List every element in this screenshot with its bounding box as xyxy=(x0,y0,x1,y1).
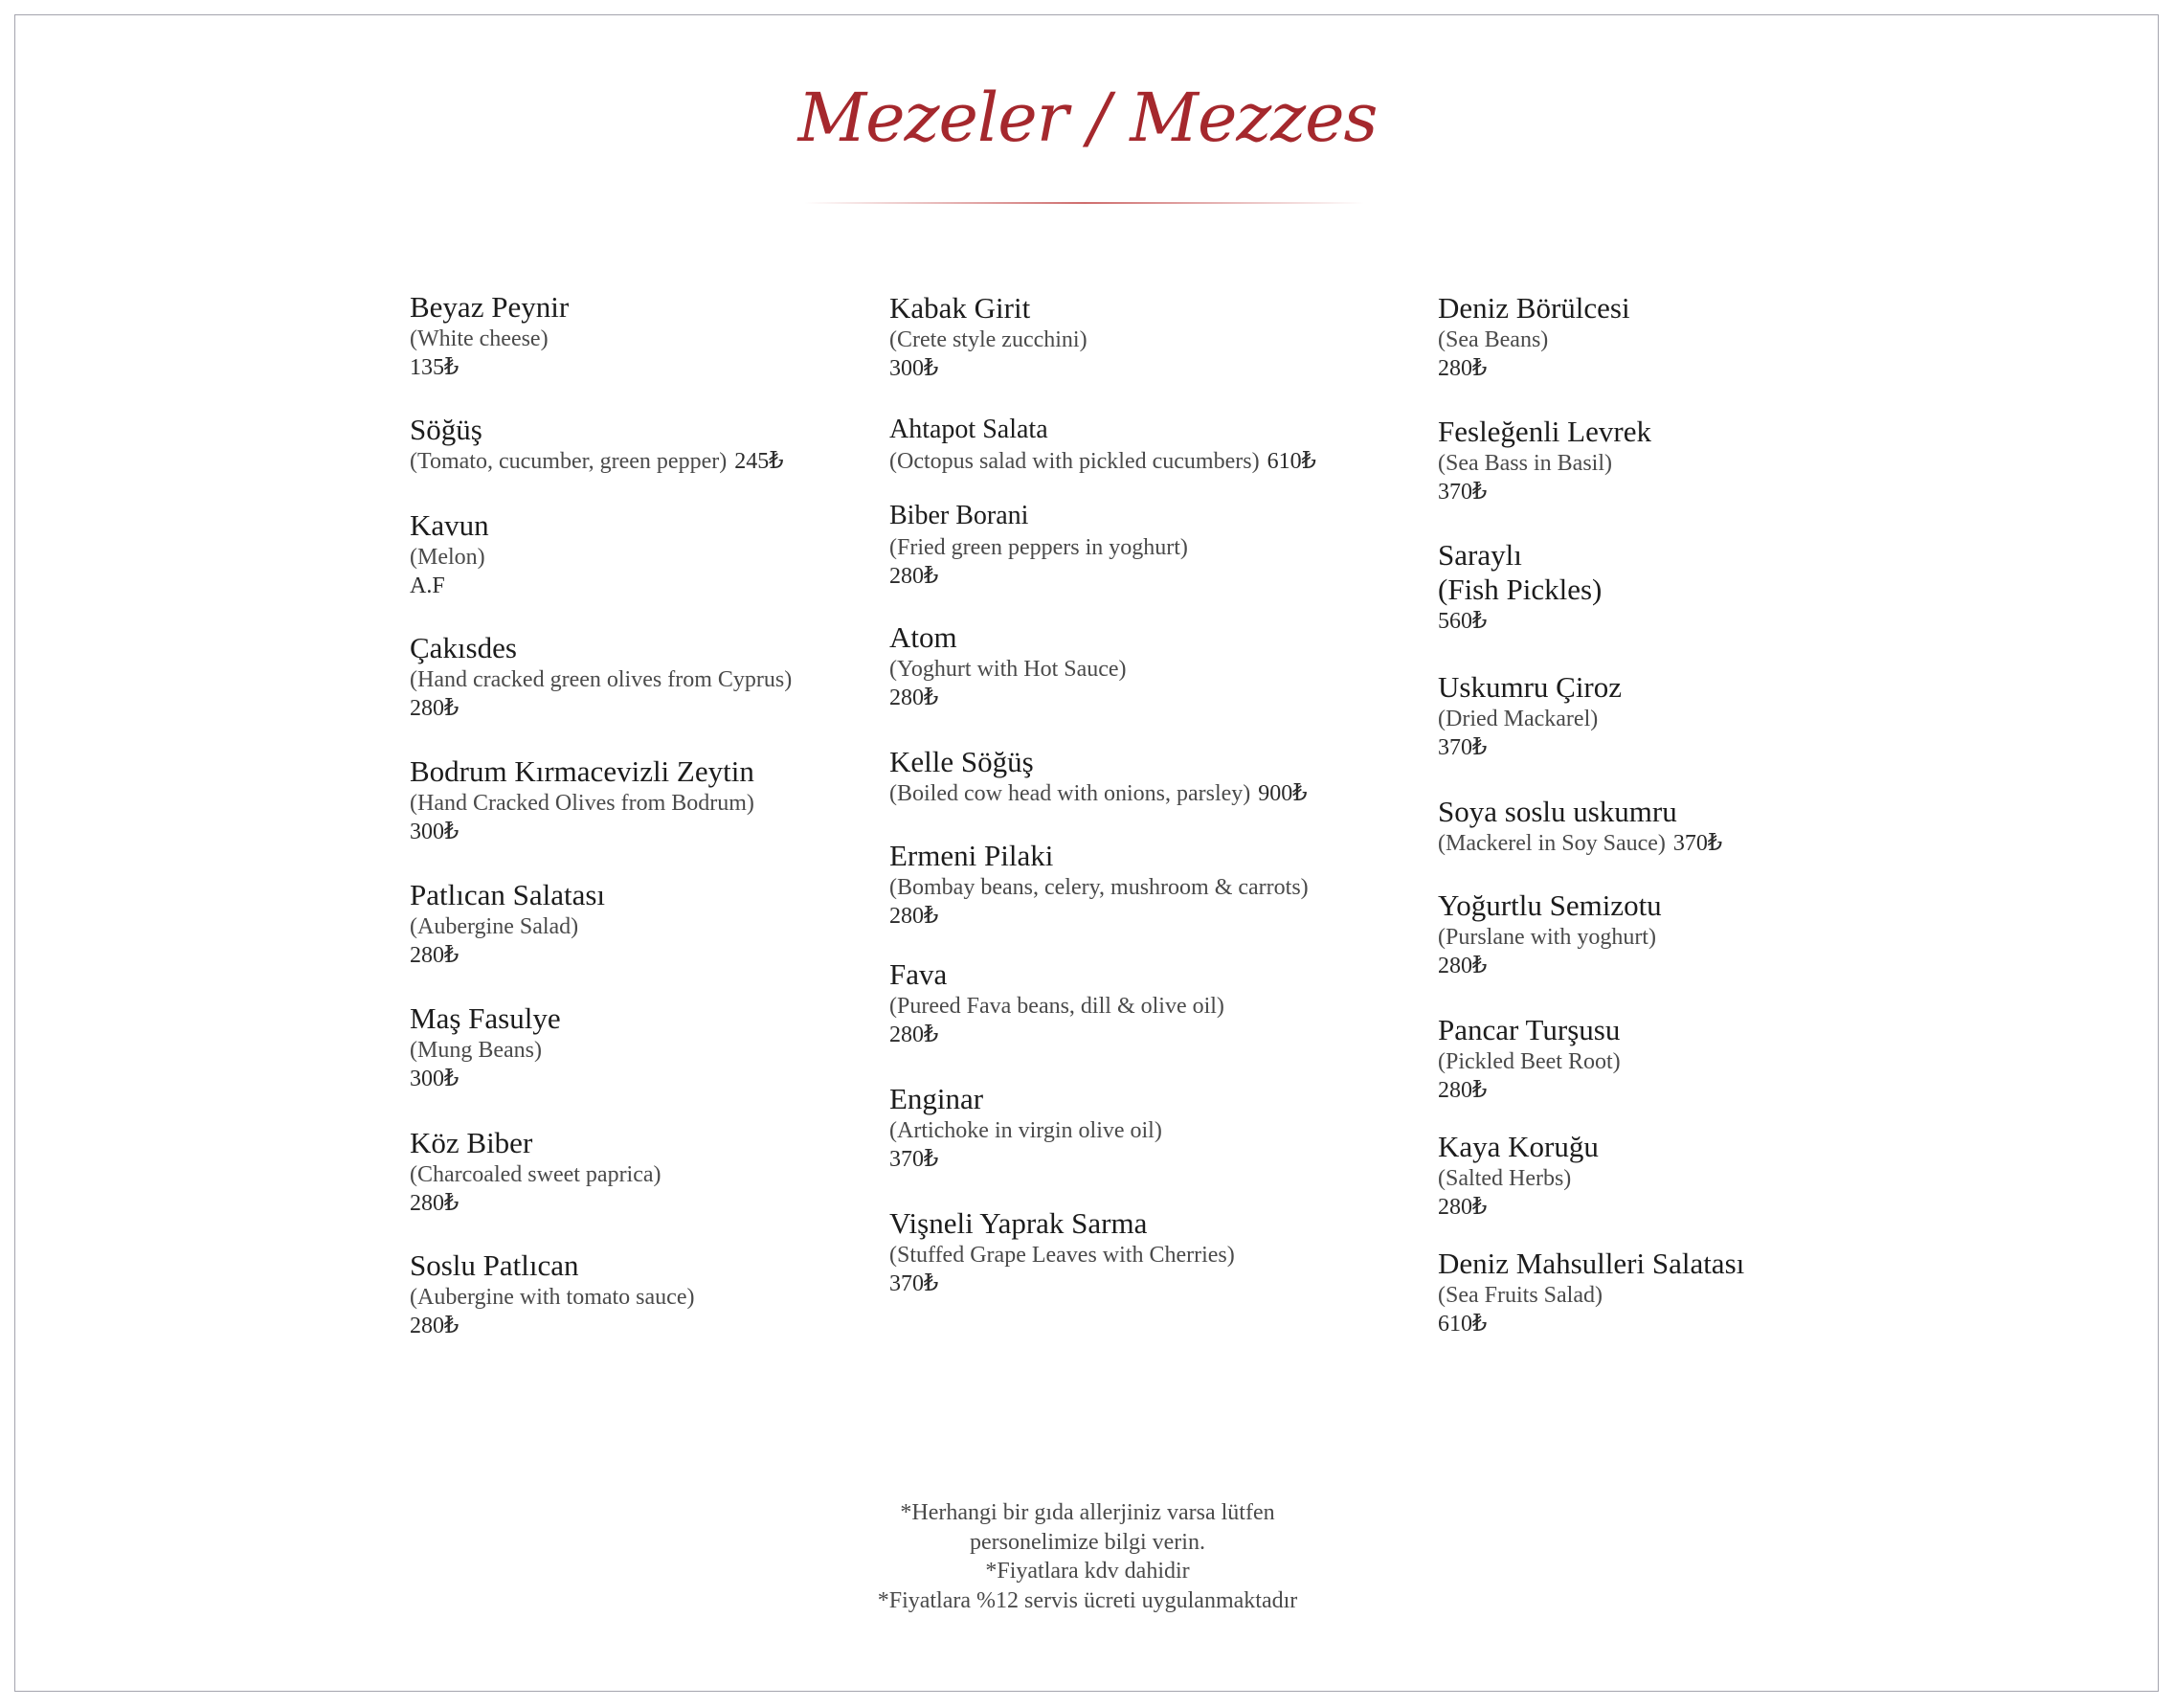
item-description-text: (Dried Mackarel) xyxy=(1438,707,1599,731)
item-price: 370₺ xyxy=(1438,735,1488,760)
item-price-row xyxy=(889,1270,1235,1298)
item-description-text: (Octopus salad with pickled cucumbers) xyxy=(889,449,1260,474)
item-price: 370₺ xyxy=(889,1147,939,1172)
item-description-text: (Aubergine with tomato sauce) xyxy=(410,1285,695,1310)
item-name: Kabak Girit xyxy=(889,291,1031,325)
item-name: Beyaz Peynir xyxy=(410,290,570,324)
item-description-text: (Charcoaled sweet paprica) xyxy=(410,1162,661,1187)
menu-title: Mezeler / Mezzes xyxy=(797,79,1378,157)
item-description xyxy=(1438,449,1651,478)
item-price: 135₺ xyxy=(410,355,460,380)
menu-item xyxy=(410,290,569,382)
menu-item xyxy=(410,508,489,600)
item-name: Çakısdes xyxy=(410,631,517,664)
item-name: Fesleğenli Levrek xyxy=(1438,415,1651,448)
item-name: Köz Biber xyxy=(410,1126,533,1159)
menu-item xyxy=(889,620,1127,712)
item-price: 280₺ xyxy=(410,1314,460,1338)
item-description-text: (Aubergine Salad) xyxy=(410,914,579,939)
item-name: Kavun xyxy=(410,508,489,542)
item-price: 280₺ xyxy=(1438,1195,1488,1220)
item-description-text: (Sea Beans) xyxy=(1438,327,1549,352)
item-description xyxy=(1438,1047,1621,1076)
item-price-row xyxy=(410,1312,694,1340)
item-description-text: (Fried green peppers in yoghurt) xyxy=(889,535,1188,560)
item-price: 280₺ xyxy=(889,685,939,710)
item-price-row xyxy=(1438,607,1602,636)
item-description xyxy=(889,992,1224,1021)
item-description-text: (Sea Bass in Basil) xyxy=(1438,451,1612,476)
item-price-row xyxy=(410,941,605,970)
item-description-text: (Purslane with yoghurt) xyxy=(1438,925,1656,950)
item-description xyxy=(1438,326,1630,354)
menu-item xyxy=(1438,1247,1744,1338)
item-description xyxy=(889,873,1309,902)
item-description xyxy=(1438,573,1602,607)
item-price: 280₺ xyxy=(889,564,939,589)
menu-item xyxy=(1438,795,1722,858)
menu-item xyxy=(410,631,792,723)
item-description-text: (Sea Fruits Salad) xyxy=(1438,1283,1603,1308)
item-description xyxy=(1438,923,1662,952)
item-price: 610₺ xyxy=(1267,449,1316,474)
menu-item xyxy=(1438,538,1602,636)
item-name: Fava xyxy=(889,957,948,991)
item-description xyxy=(889,655,1127,684)
item-price-row xyxy=(889,1145,1162,1174)
item-price: 300₺ xyxy=(889,356,939,381)
item-name: Maş Fasulye xyxy=(410,1001,561,1035)
item-price: 280₺ xyxy=(410,1191,460,1216)
item-description xyxy=(1438,829,1722,858)
item-description-text: (Crete style zucchini) xyxy=(889,327,1088,352)
item-description xyxy=(410,1283,694,1312)
item-price-row xyxy=(889,1021,1224,1049)
item-description xyxy=(889,779,1308,808)
item-name: Enginar xyxy=(889,1082,984,1115)
item-description-text: (Pureed Fava beans, dill & olive oil) xyxy=(889,994,1224,1019)
item-name: Vişneli Yaprak Sarma xyxy=(889,1206,1148,1240)
item-name: Kaya Koruğu xyxy=(1438,1130,1599,1163)
item-description xyxy=(889,326,1088,354)
item-price: 370₺ xyxy=(1438,480,1488,505)
item-price: 280₺ xyxy=(889,1023,939,1047)
item-description-text: (Pickled Beet Root) xyxy=(1438,1049,1621,1074)
item-description xyxy=(889,1116,1162,1145)
item-name: Soya soslu uskumru xyxy=(1438,795,1677,828)
footer-line: *Herhangi bir gıda allerjiniz varsa lütfen xyxy=(900,1500,1275,1525)
item-description xyxy=(1438,705,1622,733)
item-price-row xyxy=(889,902,1309,931)
footer-line: *Fiyatlara %12 servis ücreti uygulanmaktadır xyxy=(877,1587,1298,1613)
item-price-row xyxy=(1438,478,1651,506)
item-price-row xyxy=(410,1189,661,1218)
menu-item xyxy=(889,413,1316,476)
item-price-row xyxy=(1438,1310,1744,1338)
item-price: 280₺ xyxy=(1438,1078,1488,1103)
item-description xyxy=(410,789,754,818)
item-name: Deniz Mahsulleri Salatası xyxy=(1438,1247,1745,1280)
item-description-text: (Yoghurt with Hot Sauce) xyxy=(889,657,1127,682)
item-description xyxy=(889,533,1188,562)
item-description-text: (Artichoke in virgin olive oil) xyxy=(889,1118,1162,1143)
item-name: Söğüş xyxy=(410,413,482,446)
item-name: Bodrum Kırmacevizli Zeytin xyxy=(410,754,754,788)
menu-item xyxy=(1438,291,1630,383)
menu-item xyxy=(889,499,1188,591)
menu-item xyxy=(889,1082,1162,1174)
menu-item xyxy=(1438,888,1662,980)
item-description xyxy=(889,447,1316,476)
item-name: Atom xyxy=(889,620,957,654)
item-description-text: (White cheese) xyxy=(410,326,549,351)
item-description xyxy=(410,665,792,694)
item-price-row xyxy=(1438,733,1622,762)
item-name: Yoğurtlu Semizotu xyxy=(1438,888,1662,922)
item-description xyxy=(1438,1281,1744,1310)
item-description-text: (Mackerel in Soy Sauce) xyxy=(1438,831,1666,856)
item-description-text: (Salted Herbs) xyxy=(1438,1166,1572,1191)
item-price-row xyxy=(1438,1193,1599,1222)
item-price-row xyxy=(889,684,1127,712)
item-name: Ermeni Pilaki xyxy=(889,839,1054,872)
item-description-text: (Bombay beans, celery, mushroom & carrots) xyxy=(889,875,1309,900)
footer-line: *Fiyatlara kdv dahidir xyxy=(985,1559,1190,1584)
menu-item xyxy=(889,745,1308,808)
item-price: 280₺ xyxy=(1438,954,1488,978)
menu-item xyxy=(889,1206,1235,1298)
menu-item xyxy=(889,957,1224,1049)
item-price-row xyxy=(410,694,792,723)
item-name: Biber Borani xyxy=(889,501,1029,530)
item-description xyxy=(410,325,569,353)
item-price-row xyxy=(889,562,1188,591)
title-divider xyxy=(804,202,1364,204)
item-name: Pancar Turşusu xyxy=(1438,1013,1621,1046)
item-price: 280₺ xyxy=(410,696,460,721)
item-price: 370₺ xyxy=(889,1271,939,1296)
item-price-row xyxy=(889,354,1088,383)
item-price-row xyxy=(1438,1076,1621,1105)
menu-item xyxy=(410,1126,661,1218)
item-price-row xyxy=(410,818,754,846)
menu-item xyxy=(1438,1013,1621,1105)
item-description-text: (Tomato, cucumber, green pepper) xyxy=(410,449,728,474)
item-description xyxy=(1438,1164,1599,1193)
item-price-row xyxy=(1438,952,1662,980)
item-description xyxy=(410,1036,561,1065)
item-description-text: (Boiled cow head with onions, parsley) xyxy=(889,781,1251,806)
item-description xyxy=(410,912,605,941)
item-description-text: (Melon) xyxy=(410,545,485,570)
menu-item xyxy=(1438,415,1651,506)
menu-item xyxy=(410,878,605,970)
footer-notes xyxy=(0,1498,2175,1615)
menu-item xyxy=(889,291,1088,383)
item-description xyxy=(410,543,489,572)
item-description-text: (Stuffed Grape Leaves with Cherries) xyxy=(889,1243,1235,1268)
item-description xyxy=(410,1160,661,1189)
item-description-text: (Mung Beans) xyxy=(410,1038,542,1063)
menu-item xyxy=(410,413,784,476)
item-name: Kelle Söğüş xyxy=(889,745,1034,778)
item-name: Uskumru Çiroz xyxy=(1438,670,1623,704)
item-name: Patlıcan Salatası xyxy=(410,878,606,911)
item-price: 280₺ xyxy=(1438,356,1488,381)
item-price: 370₺ xyxy=(1672,831,1723,856)
item-price: 300₺ xyxy=(410,1067,460,1091)
menu-item xyxy=(1438,1130,1599,1222)
item-price-row xyxy=(410,353,569,382)
item-price: 900₺ xyxy=(1258,781,1308,806)
menu-item xyxy=(410,1248,694,1340)
item-description-text: (Fish Pickles) xyxy=(1438,573,1603,606)
menu-item xyxy=(410,754,754,846)
item-price: A.F xyxy=(410,573,445,598)
item-description xyxy=(410,447,784,476)
menu-item xyxy=(410,1001,561,1093)
item-price: 610₺ xyxy=(1438,1312,1488,1337)
item-name: Ahtapot Salata xyxy=(889,415,1048,444)
item-price-row xyxy=(410,572,489,600)
item-price: 280₺ xyxy=(410,943,460,968)
item-price: 245₺ xyxy=(734,449,784,474)
item-description-text: (Hand cracked green olives from Cyprus) xyxy=(410,667,793,692)
menu-item xyxy=(1438,670,1622,762)
footer-line: personelimize bilgi verin. xyxy=(970,1529,1205,1555)
item-price-row xyxy=(1438,354,1630,383)
menu-item xyxy=(889,839,1309,931)
item-name: Soslu Patlıcan xyxy=(410,1248,579,1282)
item-price: 560₺ xyxy=(1438,609,1488,634)
item-name: Saraylı xyxy=(1438,538,1522,572)
item-price-row xyxy=(410,1065,561,1093)
item-name: Deniz Börülcesi xyxy=(1438,291,1630,325)
item-price: 280₺ xyxy=(889,904,939,929)
item-description-text: (Hand Cracked Olives from Bodrum) xyxy=(410,791,754,816)
item-description xyxy=(889,1241,1235,1270)
item-price: 300₺ xyxy=(410,820,460,844)
